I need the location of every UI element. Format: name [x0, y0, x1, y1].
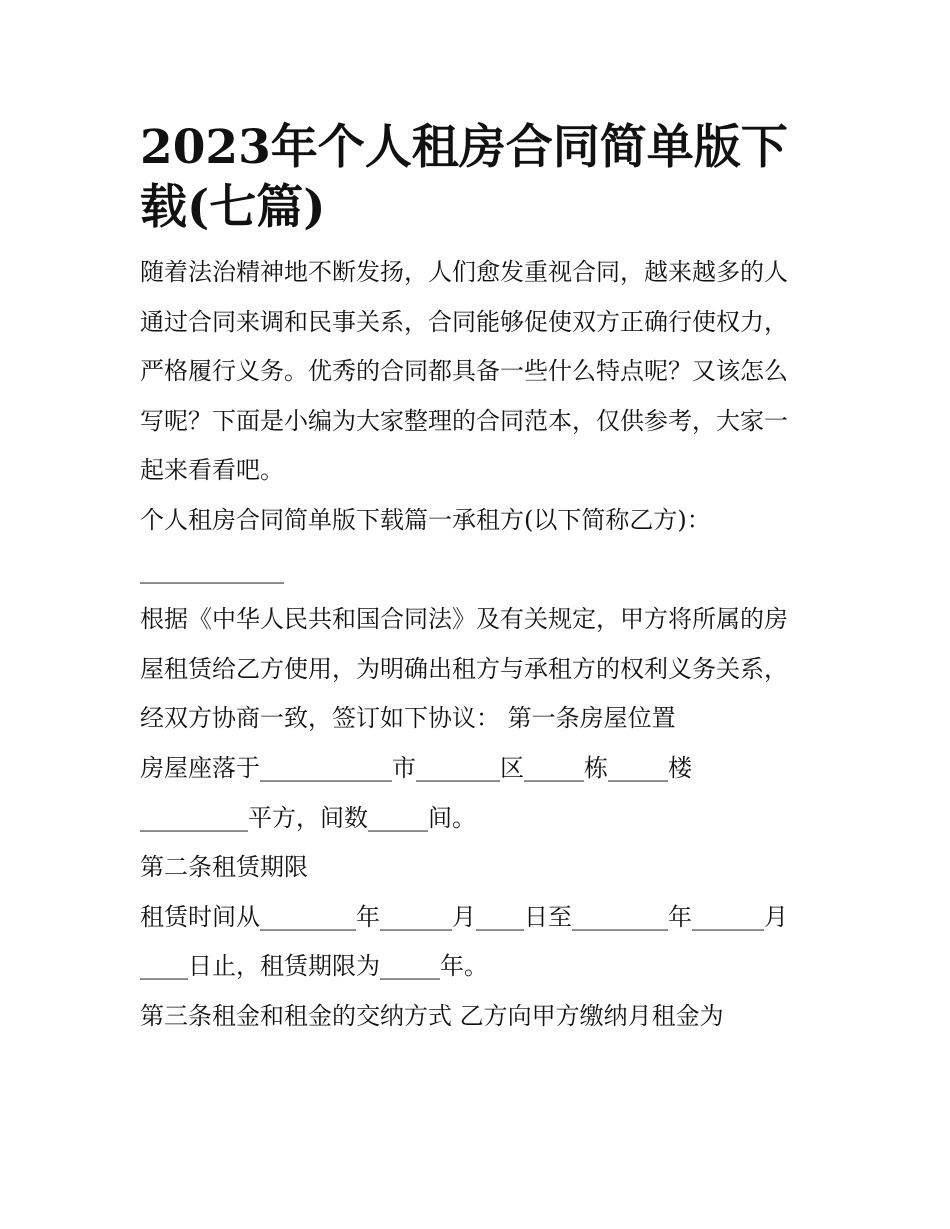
paragraph-line: _________平方，间数_____间。	[140, 803, 476, 832]
paragraph-line: 起来看看吧。	[140, 456, 284, 485]
term-paragraph	[140, 893, 820, 992]
document-title	[140, 118, 820, 238]
paragraph-line: 随着法治精神地不断发扬，人们愈发重视合同，越来越多的人	[140, 258, 788, 286]
paragraph-line: 通过合同来调和民事关系，合同能够促使双方正确行使权力，	[140, 307, 788, 336]
title-line: 2023年个人租房合同简单版下	[140, 120, 788, 175]
paragraph-line: 房屋座落于___________市_______区_____栋_____楼	[140, 753, 692, 782]
signature-blank: ____________	[140, 555, 284, 584]
paragraph-line: 屋租赁给乙方使用，为明确出租方与承租方的权利义务关系，	[140, 654, 788, 683]
document-page	[140, 118, 820, 1042]
article-heading: 第二条租赁期限	[140, 853, 308, 882]
paragraph-line: 根据《中华人民共和国合同法》及有关规定，甲方将所属的房	[140, 605, 788, 634]
paragraph-line: 经双方协商一致，签订如下协议： 第一条房屋位置	[140, 704, 676, 733]
document-body	[140, 248, 820, 1042]
paragraph-line: 租赁时间从________年______月____日至________年______月	[140, 902, 788, 931]
paragraph-line: 写呢？下面是小编为大家整理的合同范本，仅供参考，大家一	[140, 406, 788, 435]
basis-paragraph	[140, 595, 820, 744]
paragraph-line: ____日止，租赁期限为_____年。	[140, 952, 488, 981]
title-line: 载(七篇)	[140, 180, 326, 235]
section-heading: 个人租房合同简单版下载篇一承租方(以下简称乙方)：	[140, 505, 711, 534]
article-heading: 第三条租金和租金的交纳方式 乙方向甲方缴纳月租金为	[140, 1001, 724, 1030]
intro-paragraph	[140, 248, 820, 496]
location-paragraph	[140, 744, 820, 843]
paragraph-line: 严格履行义务。优秀的合同都具备一些什么特点呢？又该怎么	[140, 357, 788, 386]
